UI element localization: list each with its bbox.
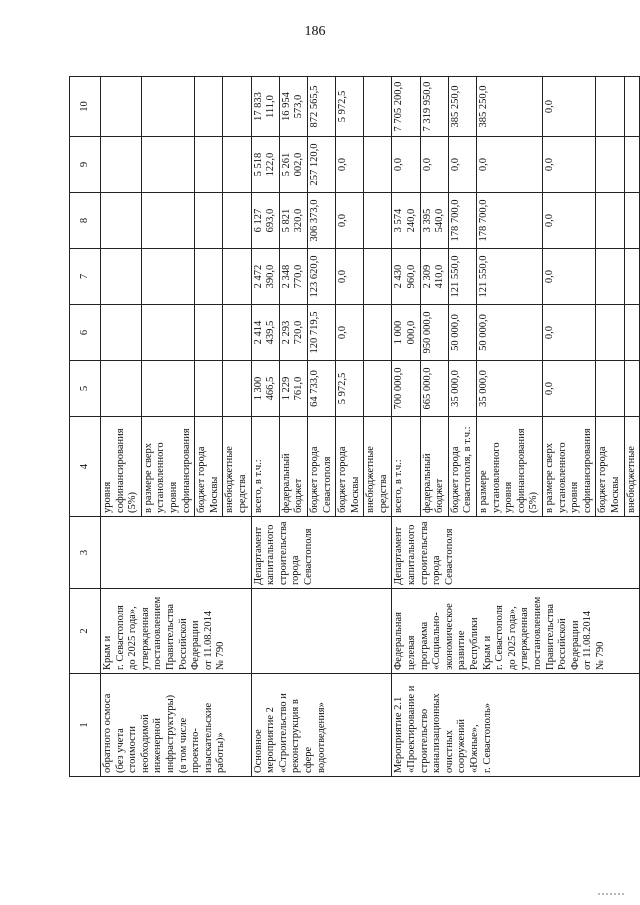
value-cell: 5 972,5	[336, 361, 364, 417]
col-number: 1	[70, 674, 101, 777]
value-cell	[195, 305, 223, 361]
value-cell	[141, 193, 194, 249]
budget-table	[69, 76, 640, 777]
table-row	[101, 77, 142, 777]
value-cell	[101, 361, 142, 417]
value-cell: 665 000,0	[420, 361, 448, 417]
value-cell: 123 620,0	[307, 249, 335, 305]
value-cell	[624, 137, 640, 193]
value-cell: 5 261 002,0	[279, 137, 307, 193]
value-cell: 121 550,0	[477, 249, 543, 305]
value-cell: 17 833 111,0	[251, 77, 279, 137]
col-number: 4	[70, 417, 101, 517]
executor-cell: Департамент капитального строительства города Севастополя	[251, 517, 392, 589]
value-cell: 3 574 240,0	[392, 193, 420, 249]
value-cell: 0,0	[543, 361, 596, 417]
value-cell	[195, 137, 223, 193]
value-cell	[624, 77, 640, 137]
value-cell: 2 348 770,0	[279, 249, 307, 305]
table-row	[251, 77, 279, 777]
rotated-page-content	[69, 77, 637, 777]
value-cell	[223, 361, 251, 417]
program-cell	[251, 589, 392, 674]
value-cell	[101, 305, 142, 361]
col-number: 6	[70, 305, 101, 361]
value-cell	[141, 77, 194, 137]
value-cell: 2 430 960,0	[392, 249, 420, 305]
value-cell	[223, 249, 251, 305]
value-cell: 0,0	[420, 137, 448, 193]
col-number: 7	[70, 249, 101, 305]
value-cell: 0,0	[543, 305, 596, 361]
value-cell: 1 000 000,0	[392, 305, 420, 361]
value-cell	[364, 193, 392, 249]
value-cell: 120 719,5	[307, 305, 335, 361]
funding-source-cell: бюджет города Москвы	[596, 417, 624, 517]
value-cell	[596, 77, 624, 137]
value-cell	[596, 137, 624, 193]
col-number: 3	[70, 517, 101, 589]
col-number: 9	[70, 137, 101, 193]
value-cell	[364, 137, 392, 193]
funding-source-cell: внебюджетные	[624, 417, 640, 517]
value-cell: 385 250,0	[448, 77, 476, 137]
item-name-cell: обратного осмоса (без учета стоимости необходимой инженерной инфраструктуры) (в том числе проектно- изыскательские работы)»	[101, 674, 252, 777]
value-cell	[364, 305, 392, 361]
value-cell: 178 700,0	[477, 193, 543, 249]
value-cell: 5 518 122,0	[251, 137, 279, 193]
value-cell	[223, 137, 251, 193]
funding-source-cell: в размере сверх установленного уровня софинансирования	[543, 417, 596, 517]
funding-source-cell: федеральный бюджет	[279, 417, 307, 517]
value-cell: 0,0	[448, 137, 476, 193]
value-cell	[624, 361, 640, 417]
value-cell	[223, 77, 251, 137]
value-cell	[364, 249, 392, 305]
value-cell	[624, 305, 640, 361]
value-cell: 700 000,0	[392, 361, 420, 417]
value-cell	[223, 305, 251, 361]
value-cell: 5 972,5	[336, 77, 364, 137]
funding-source-cell: бюджет города Севастополя	[307, 417, 335, 517]
table-row	[392, 77, 420, 777]
funding-source-cell: внебюджетные средства	[223, 417, 251, 517]
value-cell: 0,0	[543, 249, 596, 305]
value-cell	[596, 305, 624, 361]
value-cell: 2 472 390,0	[251, 249, 279, 305]
funding-source-cell: федеральный бюджет	[420, 417, 448, 517]
executor-cell: Департамент капитального строительства города Севастополя	[392, 517, 640, 589]
value-cell: 1 300 466,5	[251, 361, 279, 417]
value-cell: 385 250,0	[477, 77, 543, 137]
value-cell: 7 319 950,0	[420, 77, 448, 137]
value-cell	[141, 305, 194, 361]
value-cell: 2 309 410,0	[420, 249, 448, 305]
value-cell	[101, 249, 142, 305]
funding-source-cell: бюджет города Москвы	[195, 417, 223, 517]
value-cell	[101, 77, 142, 137]
program-cell: Крым и г. Севастополя до 2025 года», утвержденная постановлением Правительства Российской Федерации от 11.08.2014 № 790	[101, 589, 252, 674]
value-cell: 950 000,0	[420, 305, 448, 361]
value-cell	[101, 137, 142, 193]
funding-source-cell: в размере установленного уровня софинансирования (5%)	[477, 417, 543, 517]
value-cell: 0,0	[392, 137, 420, 193]
col-number: 2	[70, 589, 101, 674]
value-cell: 0,0	[336, 249, 364, 305]
value-cell: 306 373,0	[307, 193, 335, 249]
funding-source-cell: всего, в т.ч.:	[392, 417, 420, 517]
value-cell: 6 127 693,0	[251, 193, 279, 249]
value-cell: 5 821 320,0	[279, 193, 307, 249]
value-cell: 2 293 720,0	[279, 305, 307, 361]
table-rotated-container	[69, 77, 637, 777]
value-cell	[195, 193, 223, 249]
value-cell: 16 954 573,0	[279, 77, 307, 137]
value-cell: 0,0	[336, 193, 364, 249]
value-cell: 1 229 761,0	[279, 361, 307, 417]
value-cell: 35 000,0	[448, 361, 476, 417]
item-name-cell: Основное мероприятие 2 «Строительство и реконструкция в сфере водоотведения»	[251, 674, 392, 777]
value-cell	[101, 193, 142, 249]
value-cell: 0,0	[543, 137, 596, 193]
col-number: 8	[70, 193, 101, 249]
page-number: 186	[304, 24, 326, 39]
value-cell: 3 395 540,0	[420, 193, 448, 249]
value-cell	[624, 249, 640, 305]
value-cell	[596, 193, 624, 249]
value-cell: 0,0	[336, 137, 364, 193]
funding-source-cell: уровня софинансирования (5%)	[101, 417, 142, 517]
value-cell: 0,0	[336, 305, 364, 361]
value-cell: 0,0	[477, 137, 543, 193]
value-cell: 872 565,5	[307, 77, 335, 137]
funding-source-cell: внебюджетные средства	[364, 417, 392, 517]
value-cell: 121 550,0	[448, 249, 476, 305]
funding-source-cell: бюджет города Москвы	[336, 417, 364, 517]
value-cell	[195, 77, 223, 137]
funding-source-cell: в размере сверх установленного уровня софинансирования	[141, 417, 194, 517]
value-cell	[364, 361, 392, 417]
value-cell	[141, 249, 194, 305]
funding-source-cell: всего, в т.ч.:	[251, 417, 279, 517]
value-cell: 64 733,0	[307, 361, 335, 417]
column-number-row	[70, 77, 101, 777]
executor-cell	[101, 517, 252, 589]
value-cell	[141, 361, 194, 417]
value-cell	[195, 249, 223, 305]
value-cell	[596, 361, 624, 417]
value-cell: 2 414 439,5	[251, 305, 279, 361]
value-cell: 0,0	[543, 77, 596, 137]
value-cell: 0,0	[543, 193, 596, 249]
value-cell: 50 000,0	[448, 305, 476, 361]
value-cell	[195, 361, 223, 417]
item-name-cell: Мероприятие 2.1 «Проектирование и строительство канализационных очистных сооружений «Южные», г. Севастополь»	[392, 674, 640, 777]
value-cell	[624, 193, 640, 249]
program-cell: Федеральная целевая программа «Социально- экономическое развитие Республики Крым и г. Севастополя до 2025 года», утвержденная постановлением Правительства Российской Федерации от 11.08.2014 № 790	[392, 589, 640, 674]
col-number: 5	[70, 361, 101, 417]
scan-artifact	[598, 893, 624, 897]
value-cell: 7 705 200,0	[392, 77, 420, 137]
value-cell	[223, 193, 251, 249]
value-cell: 178 700,0	[448, 193, 476, 249]
funding-source-cell: бюджет города Севастополя, в т.ч.:	[448, 417, 476, 517]
value-cell	[364, 77, 392, 137]
col-number: 10	[70, 77, 101, 137]
value-cell	[141, 137, 194, 193]
value-cell: 35 000,0	[477, 361, 543, 417]
value-cell: 50 000,0	[477, 305, 543, 361]
value-cell	[596, 249, 624, 305]
value-cell: 257 120,0	[307, 137, 335, 193]
